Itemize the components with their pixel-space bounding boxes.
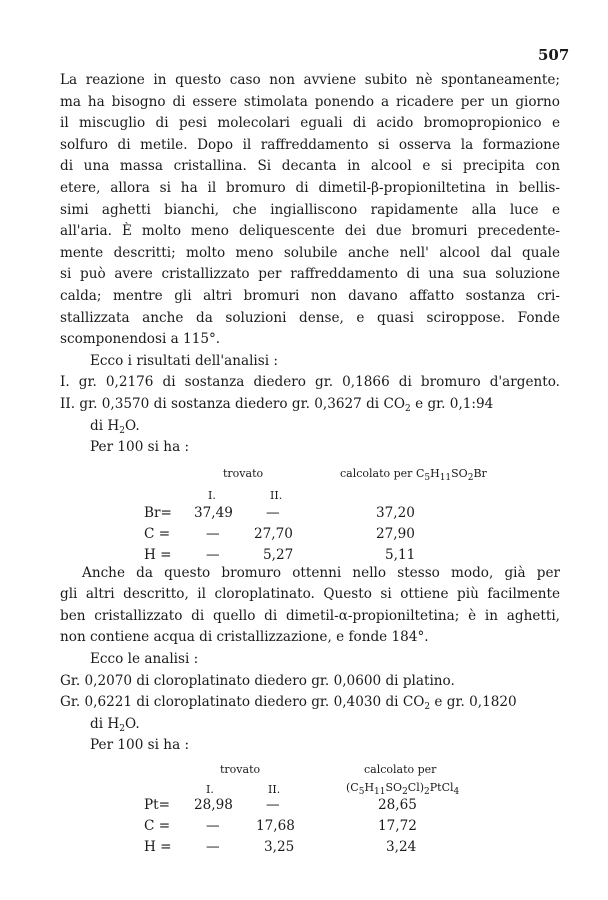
para1-line: ma ha bisogno di essere stimolata ponendo a ricadere per un giorno [60,93,560,110]
para1-line: solfuro di metile. Dopo il raffreddamento si osserva la formazione [60,136,560,153]
table2-value-i: — [206,818,220,835]
table2-value-i: 28,98 [194,797,233,814]
analysis2-line1: Gr. 0,2070 di cloroplatinato diedero gr. 0,0600 di platino. [60,672,455,689]
table1-element: Br= [144,504,172,521]
table2-trovato-header: trovato [220,763,261,777]
table1-value-ii: 5,27 [263,546,294,563]
para1-line: scomponendosi a 115°. [60,331,221,348]
table2-value-calc: 28,65 [378,797,417,814]
table2-element: C = [144,818,171,835]
page-number: 507 [538,46,570,64]
table2-value-i: — [206,839,220,856]
analysis2-intro: Ecco le analisi : [90,651,199,668]
para2-line: Anche da questo bromuro ottenni nello stesso modo, già per [82,564,560,581]
table2-value-ii: 3,25 [264,839,295,856]
table1-value-i: — [206,525,220,542]
body-text [60,70,560,856]
para1-line: simi aghetti bianchi, che ingialliscono rapidamente alla luce e [60,201,560,218]
table2-value-calc: 17,72 [378,818,417,835]
table2-value-ii: — [266,797,280,814]
table1-value-ii: — [266,504,280,521]
table1-col-i: I. [208,488,216,502]
table2-calc-header-formula: $(C_5H_{11}SO_2Cl)_2PtCl_4$ [346,781,460,798]
analysis1-line3: di $H_2O$. [90,417,140,436]
table1-value-calc: 37,20 [376,504,415,521]
table1-calc-header: calcolato per $C_5H_{11}SO_2Br$ [340,466,487,483]
para1-line: mente descritti; molto meno solubile anche nell' alcool dal quale [60,244,560,261]
para1-line: il miscuglio di pesi molecolari eguali di acido bromopropionico e [60,115,560,132]
table2-element: H = [144,839,172,856]
analysis1-line1: I. gr. 0,2176 di sostanza diedero gr. 0,1866 di bromuro d'argento. [60,374,560,391]
results-table-2 [60,757,560,856]
para1-line: etere, allora si ha il bromuro di dimetil-β-propioniltetina in bellis- [60,179,560,196]
table2-value-calc: 3,24 [386,839,417,856]
analysis2-line3: di $H_2O$. [90,715,140,734]
analysis1-per100: Per 100 si ha : [90,439,190,456]
table2-col-ii: II. [268,783,281,797]
analysis1-intro: Ecco i risultati dell'analisi : [90,352,279,369]
table2-value-ii: 17,68 [256,818,295,835]
table1-value-ii: 27,70 [254,525,293,542]
analysis2-line2: Gr. 0,6221 di cloroplatinato diedero gr. 0,4030 di $CO_2$ e gr. 0,1820 [60,694,517,713]
table2-calc-header-line1: calcolato per [364,763,437,777]
para1-line: La reazione in questo caso non avviene subito nè spontaneamente; [60,72,560,88]
table2-col-i: I. [206,783,214,797]
table1-value-i: — [206,546,220,563]
table1-element: H = [144,546,172,563]
para1-line: di una massa cristallina. Si decanta in alcool e si precipita con [60,158,560,175]
table1-value-i: 37,49 [194,504,233,521]
para2-line: gli altri descritto, il cloroplatinato. Questo si ottiene più facilmente [60,586,560,603]
analysis2-per100: Per 100 si ha : [90,737,190,754]
table1-value-calc: 27,90 [376,525,415,542]
para2-line: non contiene acqua di cristallizzazione, e fonde 184°. [60,629,429,646]
table1-element: C = [144,525,171,542]
results-table-1 [60,459,560,563]
para1-line: all'aria. È molto meno deliquescente dei due bromuri precedente- [60,223,560,240]
table1-col-ii: II. [270,488,283,502]
para1-line: stallizzata anche da soluzioni dense, e quasi sciroppose. Fonde [60,309,560,326]
analysis1-line2: II. gr. 0,3570 di sostanza diedero gr. 0,3627 di $CO_2$ e gr. 0,1:94 [60,395,494,414]
para1-line: si può avere cristallizzato per raffreddamento di una sua soluzione [60,266,560,283]
table1-value-calc: 5,11 [385,546,416,563]
para1-line: calda; mentre gli altri bromuri non davano affatto sostanza cri- [60,287,560,304]
para2-line: ben cristallizzato di quello di dimetil-α-propioniltetina; è in aghetti, [60,607,560,624]
table2-element: Pt= [144,797,170,814]
table1-trovato-header: trovato [223,466,264,480]
